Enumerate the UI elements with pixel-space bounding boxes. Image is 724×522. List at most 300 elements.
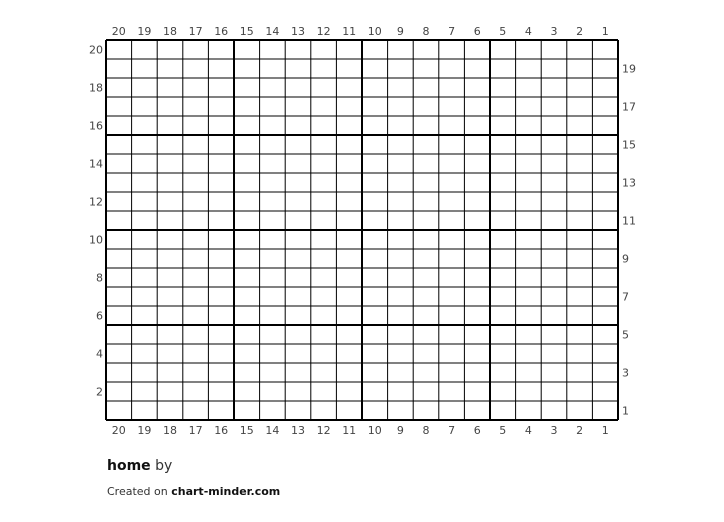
grid-cell[interactable] [567,59,593,78]
grid-cell[interactable] [388,116,414,135]
grid-cell[interactable] [208,306,234,325]
grid-cell[interactable] [439,154,465,173]
grid-cell[interactable] [132,211,158,230]
grid-cell[interactable] [516,363,542,382]
grid-cell[interactable] [311,40,337,59]
grid-cell[interactable] [592,401,618,420]
grid-cell[interactable] [132,135,158,154]
grid-cell[interactable] [183,97,209,116]
grid-cell[interactable] [260,325,286,344]
grid-cell[interactable] [336,249,362,268]
grid-cell[interactable] [132,116,158,135]
grid-cell[interactable] [439,382,465,401]
grid-cell[interactable] [183,78,209,97]
grid-cell[interactable] [388,344,414,363]
grid-cell[interactable] [132,344,158,363]
grid-cell[interactable] [157,135,183,154]
grid-cell[interactable] [336,211,362,230]
grid-cell[interactable] [388,401,414,420]
grid-cell[interactable] [567,40,593,59]
grid-cell[interactable] [439,40,465,59]
grid-cell[interactable] [208,211,234,230]
grid-cell[interactable] [208,116,234,135]
grid-cell[interactable] [362,382,388,401]
grid-cell[interactable] [157,40,183,59]
grid-cell[interactable] [567,325,593,344]
grid-cell[interactable] [285,135,311,154]
grid-cell[interactable] [388,192,414,211]
grid-cell[interactable] [234,287,260,306]
grid-cell[interactable] [311,344,337,363]
grid-cell[interactable] [464,154,490,173]
grid-cell[interactable] [157,249,183,268]
grid-cell[interactable] [464,192,490,211]
grid-cell[interactable] [362,40,388,59]
grid-cell[interactable] [516,344,542,363]
grid-cell[interactable] [592,363,618,382]
grid-cell[interactable] [464,401,490,420]
grid-cell[interactable] [311,382,337,401]
grid-cell[interactable] [567,230,593,249]
grid-cell[interactable] [260,116,286,135]
grid-cell[interactable] [106,325,132,344]
grid-cell[interactable] [234,154,260,173]
grid-cell[interactable] [285,154,311,173]
grid-cell[interactable] [439,78,465,97]
grid-cell[interactable] [439,325,465,344]
grid-cell[interactable] [285,40,311,59]
grid-cell[interactable] [516,97,542,116]
grid-cell[interactable] [132,59,158,78]
grid-cell[interactable] [336,306,362,325]
grid-cell[interactable] [285,268,311,287]
grid-cell[interactable] [413,344,439,363]
grid-cell[interactable] [311,306,337,325]
grid-cell[interactable] [260,40,286,59]
grid-cell[interactable] [183,363,209,382]
grid-cell[interactable] [362,154,388,173]
grid-cell[interactable] [157,154,183,173]
grid-cell[interactable] [439,401,465,420]
grid-cell[interactable] [464,97,490,116]
grid-cell[interactable] [464,116,490,135]
grid-cell[interactable] [388,230,414,249]
grid-cell[interactable] [336,268,362,287]
grid-cell[interactable] [439,173,465,192]
grid-cell[interactable] [208,40,234,59]
grid-cell[interactable] [285,249,311,268]
grid-cell[interactable] [464,211,490,230]
grid-cell[interactable] [464,382,490,401]
grid-cell[interactable] [567,192,593,211]
grid-cell[interactable] [567,306,593,325]
grid-cell[interactable] [260,59,286,78]
grid-cell[interactable] [234,192,260,211]
grid-cell[interactable] [439,268,465,287]
grid-cell[interactable] [234,135,260,154]
grid-cell[interactable] [567,363,593,382]
grid-cell[interactable] [183,249,209,268]
grid-cell[interactable] [311,211,337,230]
grid-cell[interactable] [157,363,183,382]
grid-cell[interactable] [388,268,414,287]
grid-cell[interactable] [516,59,542,78]
grid-cell[interactable] [106,344,132,363]
grid-cell[interactable] [413,116,439,135]
grid-cell[interactable] [490,230,516,249]
grid-cell[interactable] [132,230,158,249]
grid-cell[interactable] [183,59,209,78]
grid-cell[interactable] [234,230,260,249]
grid-cell[interactable] [362,97,388,116]
grid-cell[interactable] [132,40,158,59]
grid-cell[interactable] [541,192,567,211]
grid-cell[interactable] [541,116,567,135]
grid-cell[interactable] [260,306,286,325]
grid-cell[interactable] [285,287,311,306]
grid-cell[interactable] [285,325,311,344]
grid-cell[interactable] [541,325,567,344]
grid-cell[interactable] [157,59,183,78]
grid-cell[interactable] [234,325,260,344]
grid-cell[interactable] [106,306,132,325]
grid-cell[interactable] [336,135,362,154]
grid-cell[interactable] [234,344,260,363]
grid-cell[interactable] [336,116,362,135]
grid-cell[interactable] [311,287,337,306]
grid-cell[interactable] [362,116,388,135]
grid-cell[interactable] [208,192,234,211]
grid-cell[interactable] [157,306,183,325]
grid-cell[interactable] [464,78,490,97]
grid-cell[interactable] [285,344,311,363]
grid-cell[interactable] [490,59,516,78]
grid-cell[interactable] [567,401,593,420]
grid-cell[interactable] [234,211,260,230]
grid-cell[interactable] [490,192,516,211]
grid-cell[interactable] [490,382,516,401]
grid-cell[interactable] [592,230,618,249]
grid-cell[interactable] [157,344,183,363]
grid-cell[interactable] [490,287,516,306]
credit-site-link[interactable]: chart-minder.com [171,485,281,498]
grid-cell[interactable] [260,154,286,173]
grid-cell[interactable] [490,268,516,287]
grid-cell[interactable] [234,59,260,78]
grid-cell[interactable] [541,268,567,287]
grid-cell[interactable] [388,306,414,325]
grid-cell[interactable] [388,97,414,116]
grid-cell[interactable] [413,306,439,325]
grid-cell[interactable] [106,116,132,135]
grid-cell[interactable] [567,97,593,116]
grid-cell[interactable] [260,192,286,211]
grid-cell[interactable] [336,192,362,211]
grid-cell[interactable] [183,192,209,211]
grid-cell[interactable] [106,401,132,420]
grid-cell[interactable] [106,78,132,97]
grid-cell[interactable] [157,382,183,401]
grid-cell[interactable] [362,401,388,420]
grid-cell[interactable] [567,116,593,135]
grid-cell[interactable] [567,78,593,97]
grid-cell[interactable] [157,78,183,97]
grid-cell[interactable] [413,40,439,59]
grid-cell[interactable] [490,135,516,154]
grid-cell[interactable] [541,135,567,154]
grid-cell[interactable] [311,59,337,78]
grid-cell[interactable] [464,249,490,268]
grid-cell[interactable] [490,116,516,135]
grid-cell[interactable] [541,363,567,382]
grid-cell[interactable] [208,268,234,287]
grid-cell[interactable] [106,211,132,230]
grid-cell[interactable] [439,363,465,382]
grid-cell[interactable] [336,97,362,116]
grid-cell[interactable] [260,382,286,401]
grid-cell[interactable] [490,306,516,325]
grid-cell[interactable] [260,287,286,306]
grid-cell[interactable] [132,363,158,382]
grid-cell[interactable] [592,287,618,306]
grid-cell[interactable] [592,325,618,344]
grid-cell[interactable] [413,325,439,344]
grid-cell[interactable] [362,230,388,249]
grid-cell[interactable] [285,211,311,230]
grid-cell[interactable] [541,173,567,192]
grid-cell[interactable] [362,268,388,287]
grid-cell[interactable] [592,344,618,363]
grid-cell[interactable] [413,401,439,420]
grid-cell[interactable] [157,325,183,344]
grid-cell[interactable] [516,135,542,154]
grid-cell[interactable] [106,40,132,59]
grid-cell[interactable] [183,40,209,59]
grid-cell[interactable] [516,401,542,420]
grid-cell[interactable] [592,306,618,325]
grid-cell[interactable] [388,173,414,192]
grid-cell[interactable] [311,97,337,116]
grid-cell[interactable] [592,59,618,78]
grid-cell[interactable] [362,344,388,363]
grid-cell[interactable] [234,363,260,382]
grid-cell[interactable] [285,306,311,325]
grid-cell[interactable] [541,59,567,78]
grid-cell[interactable] [132,97,158,116]
grid-cell[interactable] [516,249,542,268]
grid-cell[interactable] [106,135,132,154]
grid-cell[interactable] [234,401,260,420]
grid-cell[interactable] [541,344,567,363]
grid-cell[interactable] [260,173,286,192]
grid-cell[interactable] [413,173,439,192]
grid-cell[interactable] [362,249,388,268]
grid-cell[interactable] [311,192,337,211]
grid-cell[interactable] [413,78,439,97]
grid-cell[interactable] [157,211,183,230]
grid-cell[interactable] [106,382,132,401]
grid-cell[interactable] [388,135,414,154]
grid-cell[interactable] [260,211,286,230]
grid-cell[interactable] [439,116,465,135]
grid-cell[interactable] [311,173,337,192]
grid-cell[interactable] [464,325,490,344]
grid-cell[interactable] [183,116,209,135]
grid-cell[interactable] [439,97,465,116]
grid-cell[interactable] [260,363,286,382]
grid-cell[interactable] [106,249,132,268]
grid-cell[interactable] [516,192,542,211]
grid-cell[interactable] [260,249,286,268]
grid-cell[interactable] [388,363,414,382]
grid-cell[interactable] [592,211,618,230]
grid-cell[interactable] [336,363,362,382]
grid-cell[interactable] [157,230,183,249]
grid-cell[interactable] [541,211,567,230]
grid-cell[interactable] [541,230,567,249]
grid-cell[interactable] [413,363,439,382]
grid-cell[interactable] [567,211,593,230]
grid-cell[interactable] [567,382,593,401]
grid-cell[interactable] [490,40,516,59]
grid-cell[interactable] [260,230,286,249]
grid-cell[interactable] [490,363,516,382]
grid-cell[interactable] [362,325,388,344]
grid-cell[interactable] [311,401,337,420]
grid-cell[interactable] [183,154,209,173]
grid-cell[interactable] [567,287,593,306]
grid-cell[interactable] [490,173,516,192]
grid-cell[interactable] [208,78,234,97]
grid-cell[interactable] [464,287,490,306]
grid-cell[interactable] [362,287,388,306]
grid-cell[interactable] [208,59,234,78]
grid-cell[interactable] [311,135,337,154]
grid-cell[interactable] [132,325,158,344]
grid-cell[interactable] [464,59,490,78]
grid-cell[interactable] [541,97,567,116]
grid-cell[interactable] [439,306,465,325]
grid-cell[interactable] [490,249,516,268]
grid-cell[interactable] [183,211,209,230]
grid-cell[interactable] [362,211,388,230]
grid-cell[interactable] [413,382,439,401]
grid-cell[interactable] [183,230,209,249]
grid-cell[interactable] [516,382,542,401]
grid-cell[interactable] [413,249,439,268]
grid-cell[interactable] [157,287,183,306]
grid-cell[interactable] [541,306,567,325]
grid-cell[interactable] [132,401,158,420]
grid-cell[interactable] [336,40,362,59]
grid-cell[interactable] [234,40,260,59]
grid-cell[interactable] [208,154,234,173]
grid-cell[interactable] [388,40,414,59]
grid-cell[interactable] [106,97,132,116]
grid-cell[interactable] [234,97,260,116]
grid-cell[interactable] [336,344,362,363]
grid-cell[interactable] [388,59,414,78]
grid-cell[interactable] [413,211,439,230]
grid-cell[interactable] [132,154,158,173]
grid-cell[interactable] [106,287,132,306]
grid-cell[interactable] [413,287,439,306]
grid-cell[interactable] [208,287,234,306]
grid-cell[interactable] [311,325,337,344]
grid-cell[interactable] [516,154,542,173]
grid-cell[interactable] [336,382,362,401]
grid-cell[interactable] [285,192,311,211]
grid-cell[interactable] [516,116,542,135]
grid-cell[interactable] [132,249,158,268]
grid-cell[interactable] [388,211,414,230]
grid-cell[interactable] [464,268,490,287]
grid-cell[interactable] [106,154,132,173]
grid-cell[interactable] [490,401,516,420]
grid-cell[interactable] [183,325,209,344]
grid-cell[interactable] [285,363,311,382]
grid-cell[interactable] [234,268,260,287]
grid-cell[interactable] [311,116,337,135]
grid-cell[interactable] [208,344,234,363]
grid-cell[interactable] [413,154,439,173]
grid-cell[interactable] [490,344,516,363]
grid-cell[interactable] [541,249,567,268]
grid-cell[interactable] [208,325,234,344]
grid-cell[interactable] [516,173,542,192]
grid-cell[interactable] [183,173,209,192]
grid-cell[interactable] [157,116,183,135]
grid-cell[interactable] [336,401,362,420]
grid-cell[interactable] [541,154,567,173]
grid-cell[interactable] [234,382,260,401]
grid-cell[interactable] [439,192,465,211]
grid-cell[interactable] [336,78,362,97]
grid-cell[interactable] [285,173,311,192]
grid-cell[interactable] [362,135,388,154]
grid-cell[interactable] [388,382,414,401]
grid-cell[interactable] [336,154,362,173]
grid-cell[interactable] [439,135,465,154]
grid-cell[interactable] [234,173,260,192]
grid-cell[interactable] [413,230,439,249]
grid-cell[interactable] [541,401,567,420]
grid-cell[interactable] [285,230,311,249]
grid-cell[interactable] [183,344,209,363]
grid-cell[interactable] [183,401,209,420]
grid-cell[interactable] [541,78,567,97]
grid-cell[interactable] [490,97,516,116]
grid-cell[interactable] [516,325,542,344]
grid-cell[interactable] [208,363,234,382]
grid-cell[interactable] [516,40,542,59]
grid-cell[interactable] [260,268,286,287]
grid-cell[interactable] [132,78,158,97]
grid-cell[interactable] [183,287,209,306]
grid-cell[interactable] [362,78,388,97]
grid-cell[interactable] [183,382,209,401]
grid-cell[interactable] [388,249,414,268]
grid-cell[interactable] [439,230,465,249]
grid-cell[interactable] [336,59,362,78]
grid-cell[interactable] [260,97,286,116]
grid-cell[interactable] [413,135,439,154]
grid-cell[interactable] [567,154,593,173]
grid-cell[interactable] [464,40,490,59]
grid-cell[interactable] [106,59,132,78]
grid-cell[interactable] [567,135,593,154]
grid-cell[interactable] [567,344,593,363]
